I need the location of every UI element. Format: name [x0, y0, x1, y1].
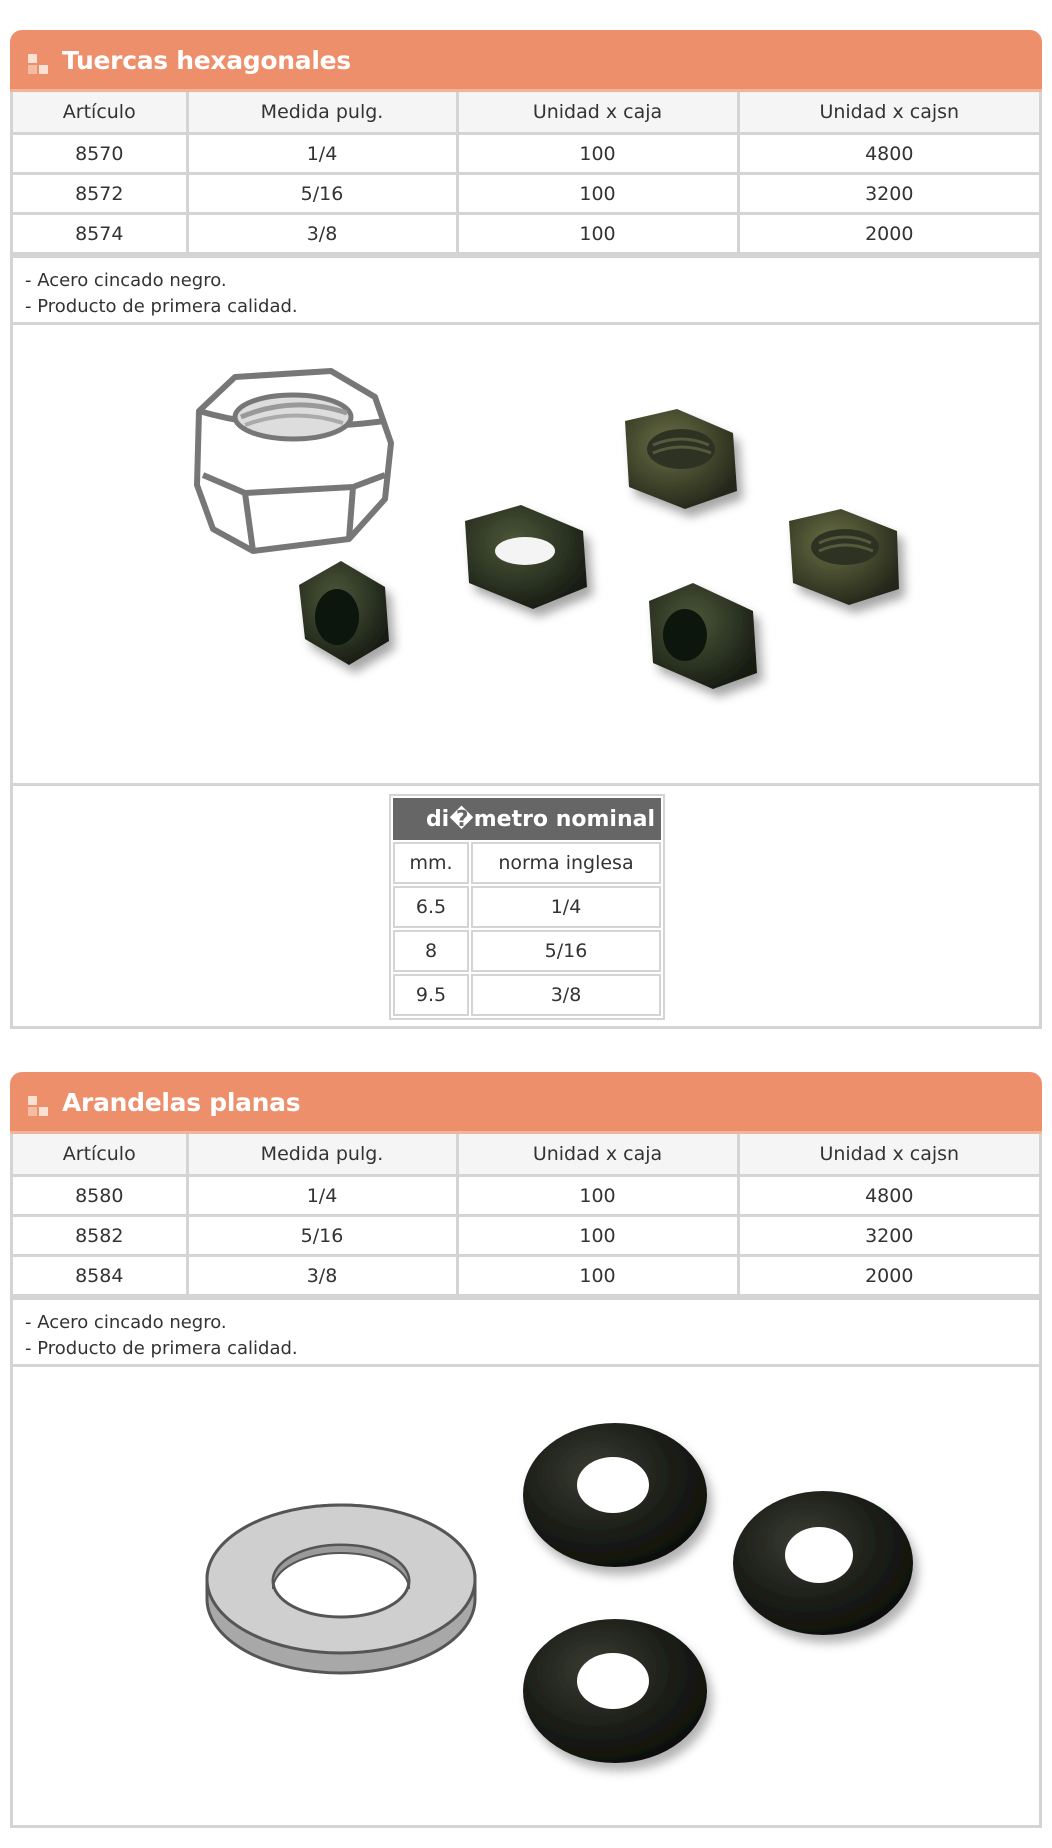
table-row	[393, 974, 661, 1016]
hex-nut-outline	[197, 371, 391, 551]
table-cell: 3/8	[471, 974, 661, 1016]
table-cell: 1/4	[187, 134, 457, 174]
black-washer-photo	[523, 1619, 707, 1763]
table-cell: 100	[457, 174, 738, 214]
table-cell: 3/8	[187, 214, 457, 254]
table-cell: 5/16	[471, 930, 661, 972]
table-cell: 4800	[738, 1176, 1039, 1216]
note-line: - Acero cincado negro.	[25, 1312, 227, 1333]
table-cell: 8570	[13, 134, 187, 174]
table-cell: 4800	[738, 134, 1039, 174]
table-cell: 3200	[738, 1216, 1039, 1256]
section-title: Tuercas hexagonales	[62, 46, 351, 75]
black-hex-nut-photo	[649, 583, 757, 689]
diameter-table	[389, 794, 665, 1020]
diameter-table-title: di�metro nominal	[393, 798, 661, 840]
column-header: Unidad x cajsn	[738, 1134, 1039, 1176]
product-notes	[13, 1297, 1039, 1367]
black-hex-nut-photo	[465, 505, 587, 609]
column-header: Artículo	[13, 1134, 187, 1176]
diameter-header-row	[393, 842, 661, 884]
table-cell: 5/16	[187, 174, 457, 214]
black-hex-nut-photo	[789, 509, 899, 605]
table-row	[13, 1256, 1039, 1296]
black-washer-photo	[733, 1491, 913, 1635]
table-row	[393, 886, 661, 928]
table-cell: 6.5	[393, 886, 469, 928]
note-line: - Producto de primera calidad.	[25, 1338, 298, 1359]
section-bullet-icon	[28, 54, 50, 76]
table-cell: 8572	[13, 174, 187, 214]
table-row	[13, 1176, 1039, 1216]
section-header	[10, 30, 1042, 92]
table-cell: 5/16	[187, 1216, 457, 1256]
table-cell: 8574	[13, 214, 187, 254]
section-body	[10, 92, 1042, 1029]
table-row	[13, 214, 1039, 254]
table-cell: 3/8	[187, 1256, 457, 1296]
table-row	[13, 1216, 1039, 1256]
table-cell: 8582	[13, 1216, 187, 1256]
column-header: norma inglesa	[471, 842, 661, 884]
table-cell: 9.5	[393, 974, 469, 1016]
spec-table	[13, 92, 1039, 255]
black-washer-photo	[523, 1423, 707, 1567]
product-image-washers	[13, 1367, 1039, 1825]
table-header-row	[13, 1134, 1039, 1176]
column-header: Medida pulg.	[187, 1134, 457, 1176]
section-tuercas-hexagonales	[10, 30, 1042, 1029]
column-header: Artículo	[13, 92, 187, 134]
table-cell: 8580	[13, 1176, 187, 1216]
table-row	[13, 174, 1039, 214]
table-cell: 100	[457, 1256, 738, 1296]
table-cell: 100	[457, 214, 738, 254]
note-line: - Producto de primera calidad.	[25, 296, 298, 317]
column-header: mm.	[393, 842, 469, 884]
table-cell: 100	[457, 1216, 738, 1256]
table-cell: 100	[457, 134, 738, 174]
hex-nuts-illustration	[13, 325, 1039, 783]
column-header: Unidad x caja	[457, 92, 738, 134]
diameter-section	[13, 786, 1039, 1026]
section-body	[10, 1134, 1042, 1828]
table-cell: 8584	[13, 1256, 187, 1296]
table-cell: 8	[393, 930, 469, 972]
table-header-row	[13, 92, 1039, 134]
section-header	[10, 1072, 1042, 1134]
spec-table	[13, 1134, 1039, 1297]
column-header: Unidad x caja	[457, 1134, 738, 1176]
table-row	[13, 134, 1039, 174]
flat-washer-outline	[207, 1505, 475, 1673]
section-title: Arandelas planas	[62, 1088, 301, 1117]
table-cell: 3200	[738, 174, 1039, 214]
section-bullet-icon	[28, 1096, 50, 1118]
table-cell: 100	[457, 1176, 738, 1216]
table-cell: 2000	[738, 214, 1039, 254]
table-cell: 1/4	[187, 1176, 457, 1216]
section-arandelas-planas	[10, 1072, 1042, 1828]
black-hex-nut-photo	[625, 409, 737, 509]
column-header: Medida pulg.	[187, 92, 457, 134]
black-hex-nut-photo	[299, 561, 389, 665]
note-line: - Acero cincado negro.	[25, 270, 227, 291]
flat-washers-illustration	[13, 1367, 1039, 1825]
product-image-nuts	[13, 325, 1039, 786]
product-notes	[13, 255, 1039, 325]
table-cell: 1/4	[471, 886, 661, 928]
table-row	[393, 930, 661, 972]
column-header: Unidad x cajsn	[738, 92, 1039, 134]
table-cell: 2000	[738, 1256, 1039, 1296]
